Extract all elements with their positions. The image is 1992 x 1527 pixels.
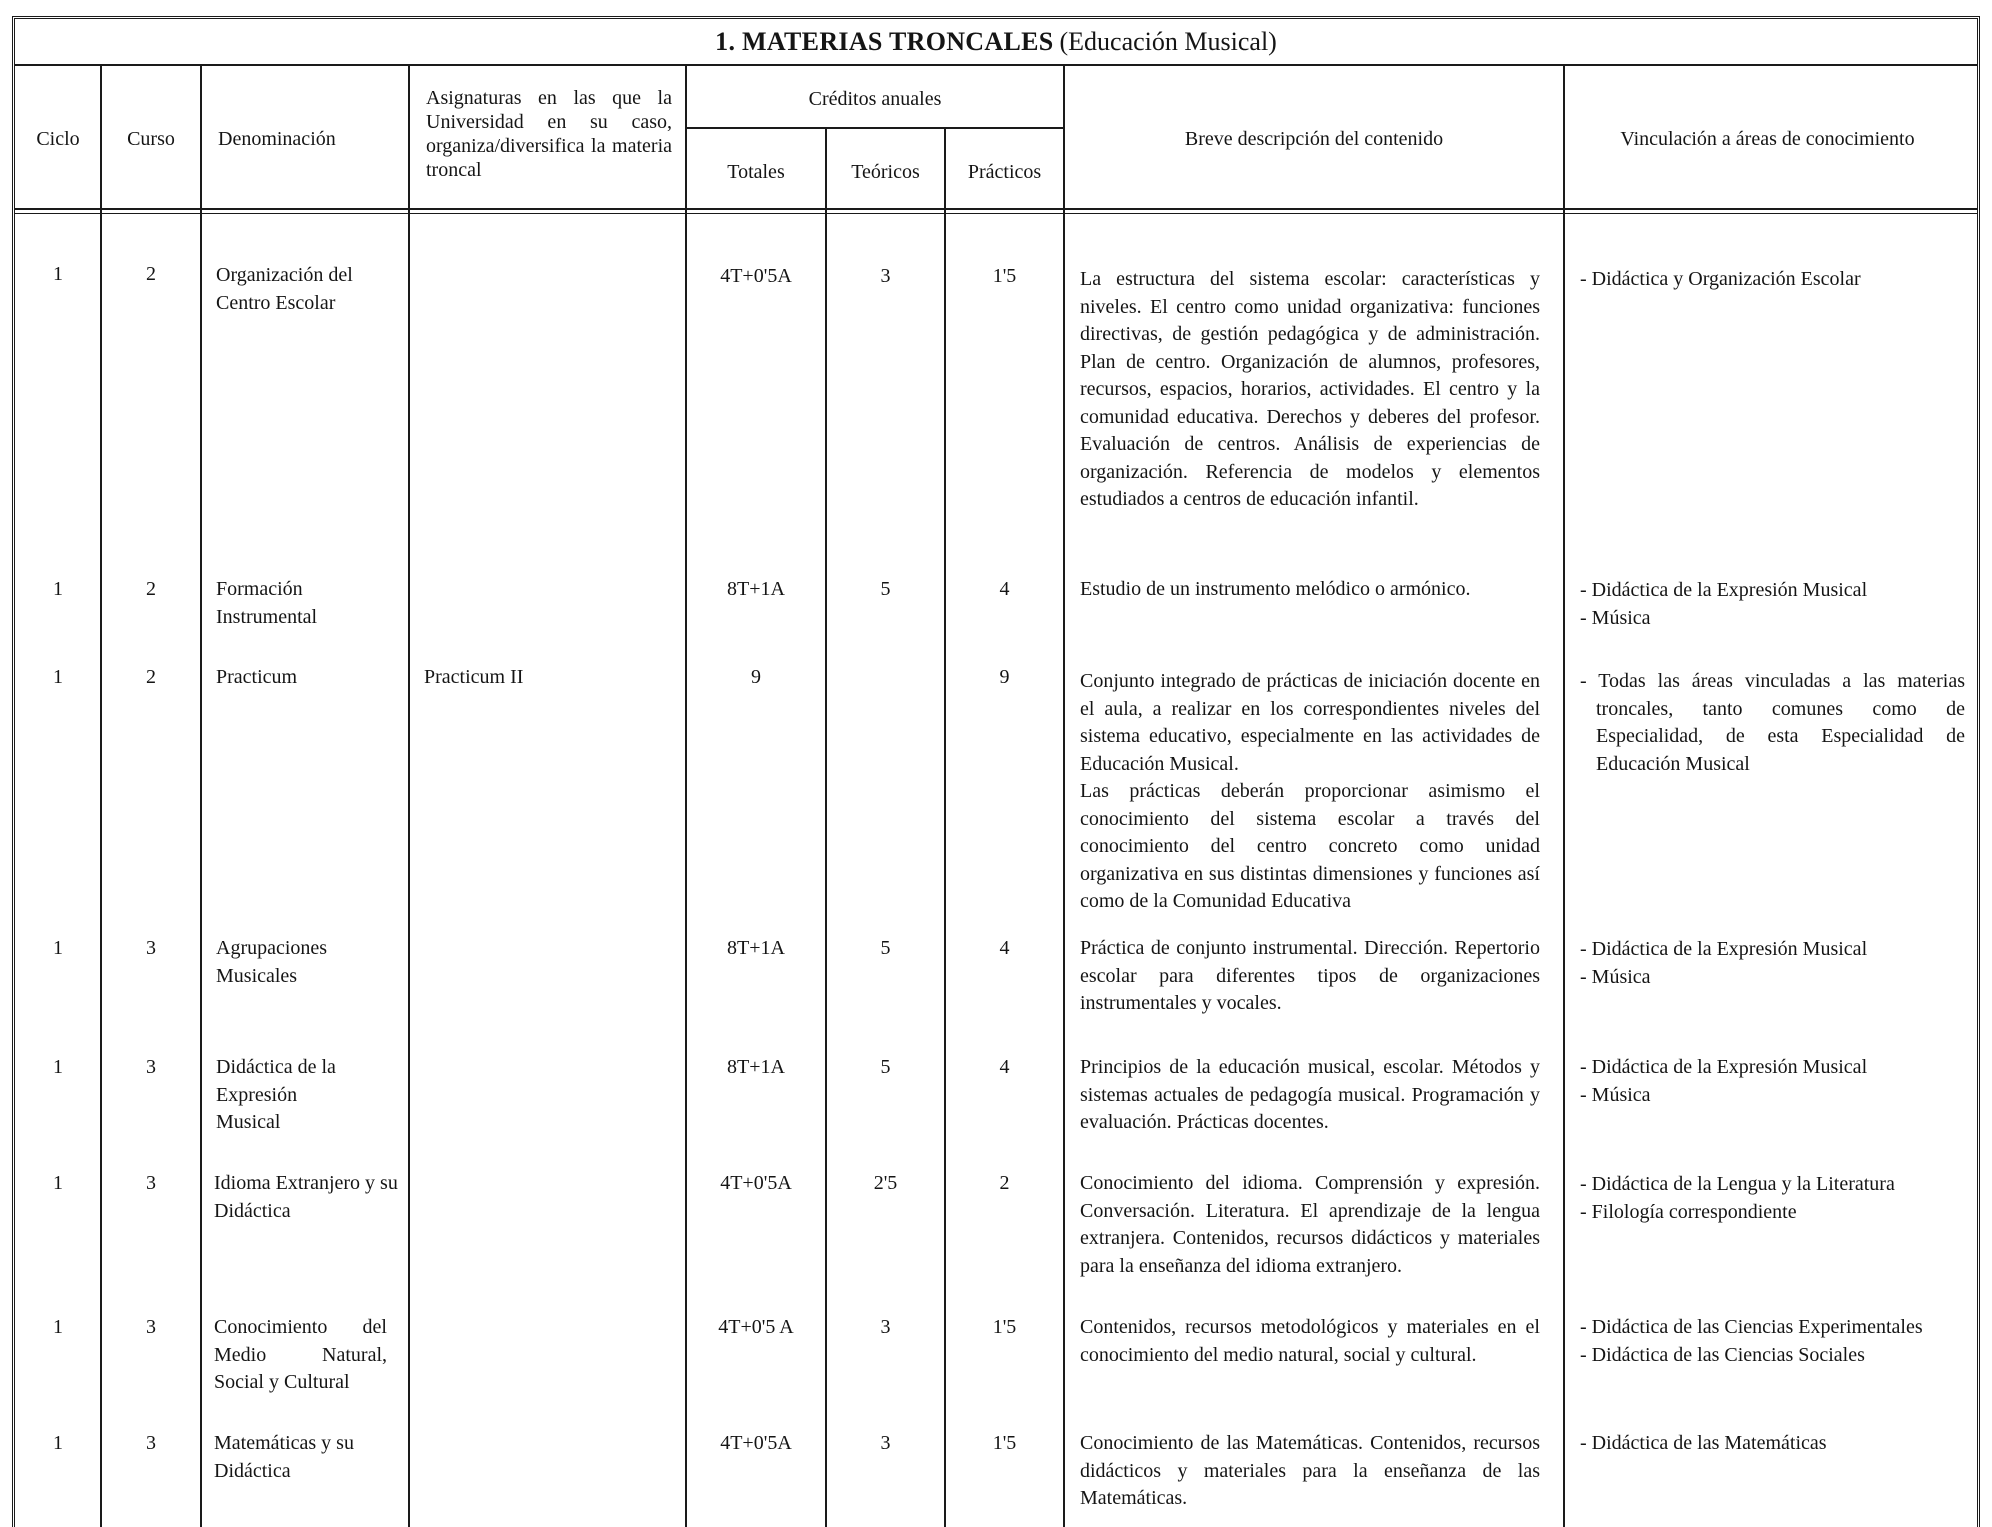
- cell-ciclo: 1: [53, 666, 63, 688]
- cell-curso: 3: [146, 1172, 156, 1194]
- vinculacion-item: - Didáctica de la Lengua y la Literatura: [1580, 1173, 1895, 1195]
- col-rule-2: [200, 64, 202, 1527]
- cell-totales: 4T+0'5A: [720, 1432, 792, 1454]
- cell-descripcion: Contenidos, recursos metodológicos y materiales en el conocimiento del medio natural, social y cultural.: [1080, 1316, 1540, 1366]
- header-descripcion: Breve descripción del contenido: [1184, 128, 1444, 150]
- cell-totales: 4T+0'5 A: [718, 1316, 794, 1338]
- vinculacion-item: - Didáctica de las Ciencias Sociales: [1580, 1343, 1865, 1366]
- title-main: 1. MATERIAS TRONCALES: [715, 27, 1054, 56]
- cell-teoricos: 3: [880, 1432, 891, 1454]
- cell-totales: 8T+1A: [727, 1056, 785, 1078]
- table-title: [14, 20, 1978, 64]
- header-vinculacion: Vinculación a áreas de conocimiento: [1620, 128, 1915, 150]
- cell-practicos: 1'5: [992, 1316, 1017, 1338]
- cell-asignatura: Practicum II: [424, 666, 524, 688]
- cell-denominacion: Conocimiento del Medio Natural, Social y Cultural: [214, 1316, 387, 1393]
- vinculacion-item: - Música: [1580, 1083, 1651, 1106]
- cell-teoricos: 3: [880, 1316, 891, 1338]
- cell-ciclo: 1: [53, 1172, 63, 1194]
- header-practicos: Prácticos: [967, 161, 1042, 183]
- cell-totales: 4T+0'5A: [720, 1172, 792, 1194]
- cell-teoricos: 5: [880, 578, 891, 600]
- cell-denominacion: Idioma Extranjero y su Didáctica: [214, 1172, 398, 1222]
- cell-totales: 8T+1A: [727, 937, 785, 959]
- col-rule-7: [1063, 64, 1065, 1527]
- cell-vinculacion: [1580, 1314, 1965, 1369]
- header-denominacion: Denominación: [218, 128, 336, 150]
- header-asignaturas: Asignaturas en las que la Universidad en su caso, organiza/diversifica la materia troncal: [426, 87, 672, 181]
- vinculacion-item: - Todas las áreas vinculadas a las materias troncales, tanto comunes como de Especialidad, de esta Especialidad de Educación Musical: [1580, 670, 1965, 775]
- cell-denominacion: Didáctica de la Expresión Musical: [216, 1056, 336, 1133]
- cell-ciclo: 1: [53, 937, 63, 959]
- header-teoricos: Teóricos: [851, 161, 920, 183]
- cell-vinculacion: [1580, 1054, 1965, 1109]
- cell-descripcion: Conocimiento del idioma. Comprensión y expresión. Conversación. Literatura. El aprendizaje de la lengua extranjera. Contenidos, recursos didácticos y materiales para la enseñanza del idioma extranjero.: [1080, 1172, 1540, 1277]
- cell-totales: 9: [751, 666, 761, 688]
- vinculacion-item: - Didáctica de la Expresión Musical: [1580, 579, 1868, 601]
- cell-ciclo: 1: [53, 1432, 63, 1454]
- vinculacion-item: - Didáctica y Organización Escolar: [1580, 268, 1861, 290]
- cell-curso: 3: [146, 1056, 156, 1078]
- header-creditos: Créditos anuales: [808, 88, 942, 110]
- cell-teoricos: 5: [880, 937, 891, 959]
- cell-denominacion: Formación Instrumental: [216, 578, 318, 628]
- vinculacion-item: - Didáctica de las Ciencias Experimentales: [1580, 1316, 1923, 1338]
- cell-vinculacion: [1580, 577, 1965, 632]
- cell-denominacion: Agrupaciones Musicales: [216, 937, 328, 987]
- cell-totales: 4T+0'5A: [720, 265, 792, 287]
- rule-below-title: [14, 64, 1978, 66]
- cell-practicos: 1'5: [992, 1432, 1017, 1454]
- cell-totales: 8T+1A: [727, 578, 785, 600]
- cell-denominacion: Matemáticas y su Didáctica: [214, 1432, 354, 1482]
- header-ciclo: Ciclo: [36, 128, 80, 150]
- vinculacion-item: - Didáctica de las Matemáticas: [1580, 1432, 1827, 1454]
- cell-vinculacion: [1580, 266, 1965, 294]
- cell-curso: 2: [146, 263, 156, 285]
- vinculacion-item: - Didáctica de la Expresión Musical: [1580, 1056, 1868, 1078]
- col-rule-3: [408, 64, 410, 1527]
- cell-ciclo: 1: [53, 263, 63, 285]
- vinculacion-item: - Didáctica de la Expresión Musical: [1580, 938, 1868, 960]
- cell-vinculacion: [1580, 936, 1965, 991]
- cell-descripcion: Conjunto integrado de prácticas de iniciación docente en el aula, a realizar en los correspondientes niveles del sistema educativo, especialmente en las actividades de Educación Musical. Las prácticas deberán proporcionar asimismo el conocimiento del sistema escolar a través del conocimiento del centro concreto como unidad organizativa en sus distintas dimensiones y funciones así como de la Comunidad Educativa: [1080, 670, 1540, 912]
- cell-practicos: 4: [999, 578, 1010, 600]
- vinculacion-item: - Música: [1580, 606, 1651, 629]
- vinculacion-item: - Música: [1580, 965, 1651, 988]
- cell-vinculacion: [1580, 1430, 1965, 1458]
- cell-practicos: 4: [999, 937, 1010, 959]
- rule-header-bottom-2: [14, 213, 1978, 214]
- rule-creditos-split: [686, 127, 1064, 129]
- cell-curso: 3: [146, 1316, 156, 1338]
- cell-practicos: 2: [999, 1172, 1010, 1194]
- cell-denominacion: Organización del Centro Escolar: [216, 264, 353, 314]
- cell-descripcion: La estructura del sistema escolar: características y niveles. El centro como unidad organizativa: funciones directivas, de gestión pedagógica y de administración. Plan de centro. Organización de alumnos, profesores, recursos, espacios, horarios, actividades. El centro y la comunidad educativa. Derechos y deberes del profesor. Evaluación de centros. Análisis de experiencias de organización. Referencia de modelos y elementos estudiados a centros de educación infantil.: [1080, 268, 1540, 510]
- cell-ciclo: 1: [53, 578, 63, 600]
- cell-curso: 2: [146, 578, 156, 600]
- cell-ciclo: 1: [53, 1316, 63, 1338]
- col-rule-8: [1563, 64, 1565, 1527]
- cell-teoricos: 3: [880, 265, 891, 287]
- cell-descripcion: Conocimiento de las Matemáticas. Contenidos, recursos didácticos y materiales para la enseñanza de las Matemáticas.: [1080, 1432, 1540, 1509]
- cell-curso: 3: [146, 1432, 156, 1454]
- cell-denominacion: Practicum: [216, 666, 298, 688]
- header-totales: Totales: [727, 161, 785, 183]
- cell-teoricos: 2'5: [873, 1172, 898, 1194]
- cell-practicos: 1'5: [992, 265, 1017, 287]
- vinculacion-item: - Filología correspondiente: [1580, 1200, 1797, 1223]
- cell-vinculacion: [1580, 1171, 1965, 1226]
- cell-teoricos: 5: [880, 1056, 891, 1078]
- title-subtitle: (Educación Musical): [1059, 27, 1277, 56]
- cell-practicos: 9: [999, 666, 1010, 688]
- cell-curso: 2: [146, 666, 156, 688]
- cell-curso: 3: [146, 937, 156, 959]
- cell-vinculacion: [1580, 668, 1965, 778]
- cell-ciclo: 1: [53, 1056, 63, 1078]
- rule-header-bottom: [14, 208, 1978, 210]
- cell-practicos: 4: [999, 1056, 1010, 1078]
- cell-descripcion: Práctica de conjunto instrumental. Dirección. Repertorio escolar para diferentes tipos de organizaciones instrumentales y vocales.: [1080, 937, 1540, 1014]
- header-curso: Curso: [127, 128, 175, 150]
- cell-descripcion: Estudio de un instrumento melódico o armónico.: [1080, 578, 1471, 600]
- cell-descripcion: Principios de la educación musical, escolar. Métodos y sistemas actuales de pedagogía musical. Programación y evaluación. Prácticas docentes.: [1080, 1056, 1540, 1133]
